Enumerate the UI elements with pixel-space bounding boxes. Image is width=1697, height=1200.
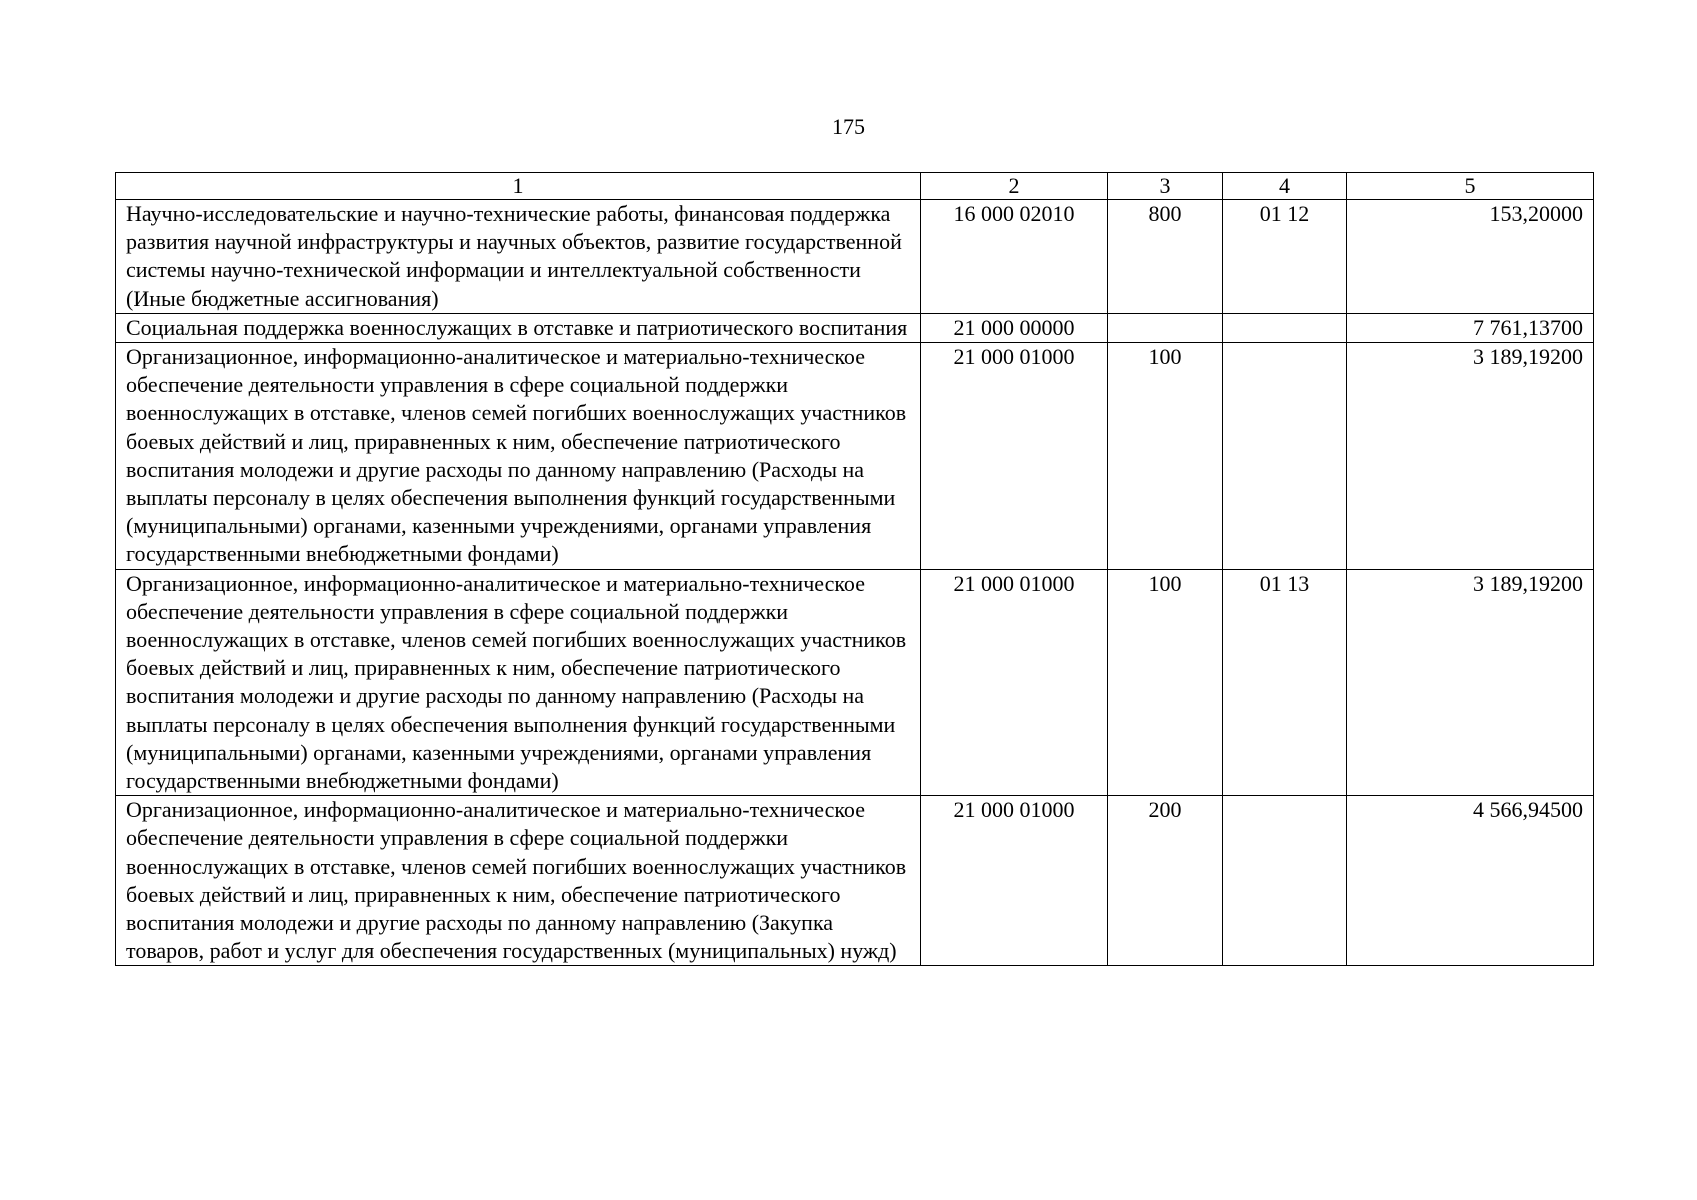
table-row [116,313,1594,342]
row-amount-cell: 7 761,13700 [1347,313,1594,342]
row-expense-type-cell: 800 [1108,200,1223,314]
row-name-cell: Организационное, информационно-аналитическое и материально-техническое обеспечение деятельности управления в сфере социальной поддержки военнослужащих в отставке, членов семей погибших военнослужащих участников боевых действий и лиц, приравненных к ним, обеспечение патриотического воспитания молодежи и другие расходы по данному направлению (Расходы на выплаты персоналу в целях обеспечения выполнения функций государственными (муниципальными) органами, казенными учреждениями, органами управления государственными внебюджетными фондами) [116,343,921,570]
header-row [116,173,1594,200]
row-expense-type-cell: 200 [1108,796,1223,966]
row-code-cell: 21 000 01000 [921,796,1108,966]
header-col-1: 1 [116,173,921,200]
row-code-cell: 16 000 02010 [921,200,1108,314]
row-amount-cell: 3 189,19200 [1347,343,1594,570]
row-section-cell [1223,343,1347,570]
row-amount-cell: 4 566,94500 [1347,796,1594,966]
row-name-cell: Организационное, информационно-аналитическое и материально-техническое обеспечение деятельности управления в сфере социальной поддержки военнослужащих в отставке, членов семей погибших военнослужащих участников боевых действий и лиц, приравненных к ним, обеспечение патриотического воспитания молодежи и другие расходы по данному направлению (Закупка товаров, работ и услуг для обеспечения государственных (муниципальных) нужд) [116,796,921,966]
row-amount-cell: 153,20000 [1347,200,1594,314]
table-header [116,173,1594,200]
table-row [116,343,1594,570]
header-col-3: 3 [1108,173,1223,200]
table-row [116,200,1594,314]
page-number: 175 [832,114,865,139]
table-row [116,569,1594,796]
row-section-cell [1223,796,1347,966]
budget-table [115,172,1594,966]
row-section-cell: 01 13 [1223,569,1347,796]
row-expense-type-cell: 100 [1108,343,1223,570]
row-name-cell: Организационное, информационно-аналитическое и материально-техническое обеспечение деятельности управления в сфере социальной поддержки военнослужащих в отставке, членов семей погибших военнослужащих участников боевых действий и лиц, приравненных к ним, обеспечение патриотического воспитания молодежи и другие расходы по данному направлению (Расходы на выплаты персоналу в целях обеспечения выполнения функций государственными (муниципальными) органами, казенными учреждениями, органами управления государственными внебюджетными фондами) [116,569,921,796]
table-body [116,200,1594,966]
row-code-cell: 21 000 01000 [921,343,1108,570]
row-section-cell [1223,313,1347,342]
row-code-cell: 21 000 01000 [921,569,1108,796]
header-col-4: 4 [1223,173,1347,200]
header-col-5: 5 [1347,173,1594,200]
row-expense-type-cell [1108,313,1223,342]
row-amount-cell: 3 189,19200 [1347,569,1594,796]
table-row [116,796,1594,966]
row-expense-type-cell: 100 [1108,569,1223,796]
row-code-cell: 21 000 00000 [921,313,1108,342]
row-section-cell: 01 12 [1223,200,1347,314]
header-col-2: 2 [921,173,1108,200]
row-name-cell: Социальная поддержка военнослужащих в отставке и патриотического воспитания [116,313,921,342]
row-name-cell: Научно-исследовательские и научно-технические работы, финансовая поддержка развития научной инфраструктуры и научных объектов, развитие государственной системы научно-технической информации и интеллектуальной собственности (Иные бюджетные ассигнования) [116,200,921,314]
